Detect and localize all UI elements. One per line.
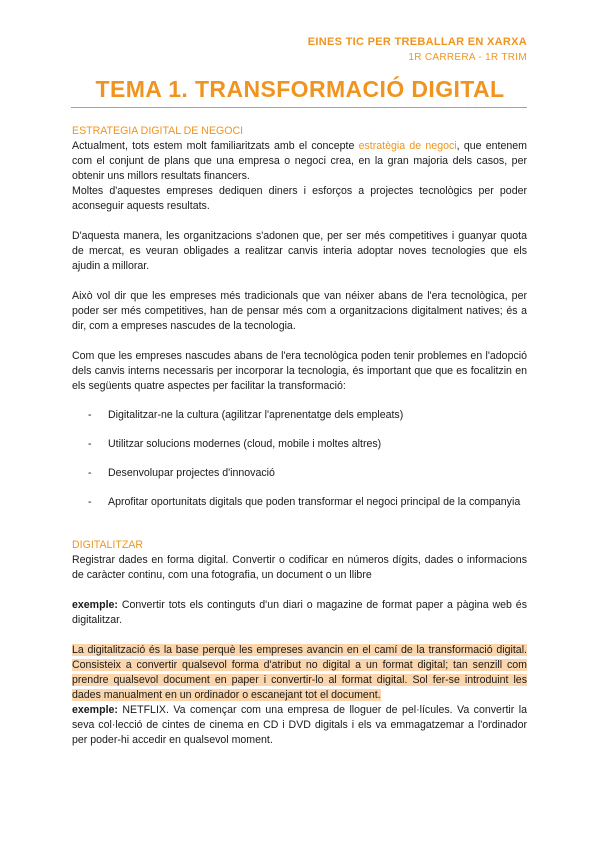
section-heading-digitalitzar: DIGITALITZAR	[72, 539, 144, 551]
title-divider	[71, 107, 527, 108]
list-item-text: Digitalitzar-ne la cultura (agilitzar l'aprenentatge dels empleats)	[108, 409, 404, 421]
list-item-text: Desenvolupar projectes d'innovació	[108, 467, 275, 479]
example-label: exemple:	[72, 704, 118, 716]
text-run: NETFLIX. Va començar com una empresa de lloguer de pel·lícules. Va convertir la seva col·lecció de cintes de cinema en CD i DVD digitals i els va emmagatzemar a l'ordinador per poder-hi accedir en qualsevol moment.	[72, 704, 527, 746]
highlighted-paragraph	[72, 643, 527, 703]
bullet-dash: -	[88, 496, 92, 508]
list-item	[72, 408, 527, 423]
text-run: Convertir tots els continguts d'un diari o magazine de format paper a pàgina web és digitalitzar.	[72, 599, 527, 626]
bullet-dash: -	[88, 409, 92, 421]
term-header: 1R CARRERA - 1R TRIM	[408, 52, 527, 63]
document-body	[72, 124, 527, 748]
list-item-text: Aprofitar oportunitats digitals que poden transformar el negoci principal de la companyia	[108, 496, 521, 508]
paragraph: Moltes d'aquestes empreses dediquen diners i esforços a projectes tecnològics per poder aconseguir aquests resultats.	[72, 185, 527, 212]
aspects-list	[72, 408, 527, 510]
list-item	[72, 466, 527, 481]
bullet-dash: -	[88, 467, 92, 479]
bullet-dash: -	[88, 438, 92, 450]
list-item	[72, 495, 527, 510]
paragraph-intro	[72, 139, 527, 184]
example-label: exemple:	[72, 599, 118, 611]
page-title: TEMA 1. TRANSFORMACIÓ DIGITAL	[95, 76, 505, 102]
text-run: , que entenem com el conjunt de plans que una empresa o negoci crea, en la gran majoria dels casos, per obtenir uns millors resultats financers.	[72, 140, 527, 182]
paragraph: Registrar dades en forma digital. Convertir o codificar en números dígits, dades o informacions de caràcter continu, com una fotografia, un document o un llibre	[72, 554, 527, 581]
paragraph: Això vol dir que les empreses més tradicionals que van néixer abans de l'era tecnològica, per poder ser més competitives, han de pensar més com a organitzacions digitalment natives; és a dir, com a empreses nascudes de la tecnologia.	[72, 290, 527, 332]
list-item	[72, 437, 527, 452]
example-paragraph	[72, 598, 527, 628]
list-item-text: Utilitzar solucions modernes (cloud, mobile i moltes altres)	[108, 438, 382, 450]
paragraph: Com que les empreses nascudes abans de l'era tecnològica poden tenir problemes en l'adopció dels canvis interns necessaris per incorporar la tecnologia, és important que que es focalitzin en els següents quatre aspectes per facilitar la transformació:	[72, 350, 527, 392]
highlight-text: La digitalització és la base perquè les empreses avancin en el camí de la transformació digital. Consisteix a convertir qualsevol forma d'atribut no digital a un format digital; tan senzill com prendre qualsevol document en paper i convertir-lo al format digital. Sol fer-se introduint les dades manualment en un ordinador o escanejant tot el document.	[72, 644, 527, 701]
text-run: Actualment, tots estem molt familiaritzats amb el concepte	[72, 140, 359, 152]
example-paragraph	[72, 703, 527, 748]
course-header: EINES TIC PER TREBALLAR EN XARXA	[307, 36, 527, 48]
paragraph: D'aquesta manera, les organitzacions s'adonen que, per ser més competitives i guanyar quota de mercat, es veuran obligades a realitzar canvis interia adoptar noves tecnologies que els ajudin a millorar.	[72, 230, 527, 272]
section-heading-estrategia: ESTRATEGIA DIGITAL DE NEGOCI	[72, 125, 244, 137]
highlighted-term: estratègia de negoci	[358, 140, 457, 152]
